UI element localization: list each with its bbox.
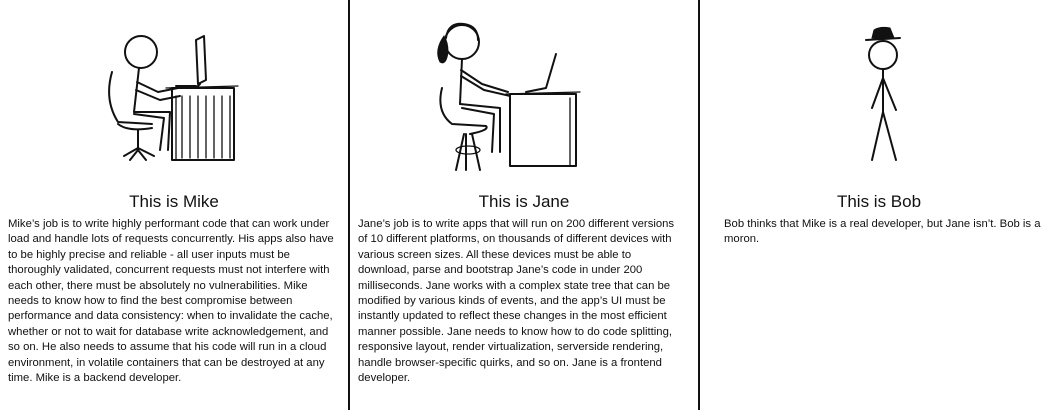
laptop: [526, 54, 556, 92]
monitor: [196, 36, 206, 84]
desk-edge: [506, 92, 580, 166]
bob-standing-drawing: [700, 0, 1058, 185]
mike-head: [125, 36, 157, 68]
jane-hair-top: [446, 24, 478, 40]
chair-legs: [456, 134, 480, 170]
jane-head: [445, 25, 479, 59]
panel-bob: [698, 0, 1058, 410]
mike-illustration: [0, 0, 348, 185]
panel-text-jane: Jane’s job is to write apps that will run on 200 different versions of 10 different platforms, on thousands of different devices with various screen sizes. All these devices must be able to download, parse and bootstrap Jane’s code in under 200 milliseconds. Jane works with a complex state tree that can be modified by various kinds of events, and the app’s UI must be instantly updated to reflect these changes in the most efficient manner possible. Jane needs to know how to do code splitting, responsive layout, render virtualization, serverside rendering, handle browser-specific quirks, and so on. Jane is a frontend developer.: [358, 218, 675, 385]
panel-title-bob: This is Bob: [836, 192, 922, 211]
panel-text-mike: Mike’s job is to write highly performant code that can work under load and handle lots of requests concurrently. His apps also have to be highly precise and reliable - all user inputs must be thoroughly validated, concurrent requests must not interfere with each other, there must be absolutely no vulnerabilities. Mike needs to know how to find the best compromise between performance and data consistency: when to invalidate the cache, whether or not to wait for database write acknowledgement, and so on. He also needs to assume that his code will run in a cloud environment, in volatile containers that can be destroyed at any time. Mike is a backend developer.: [8, 218, 334, 385]
panel-jane: [348, 0, 698, 410]
bob-legs: [872, 112, 896, 160]
panel-text-bob: Bob thinks that Mike is a real developer, but Jane isn’t. Bob is a moron.: [724, 218, 1041, 246]
jane-ponytail: [438, 36, 448, 63]
jane-illustration: [350, 0, 698, 185]
chair-base: [124, 148, 154, 160]
bob-illustration: [700, 0, 1058, 185]
bob-head: [869, 41, 897, 69]
mike-at-desk-drawing: [0, 0, 348, 185]
desk: [510, 94, 576, 166]
panel-mike: [0, 0, 348, 410]
jane-at-desk-drawing: [350, 0, 700, 185]
panel-title-mike: This is Mike: [129, 192, 219, 211]
panel-title-jane: This is Jane: [478, 192, 570, 211]
desk: [172, 88, 234, 160]
chair-seat: [118, 124, 152, 129]
bob-hat-crown: [872, 27, 894, 38]
jane-torso: [460, 59, 462, 104]
bob-hat-brim: [866, 38, 900, 40]
